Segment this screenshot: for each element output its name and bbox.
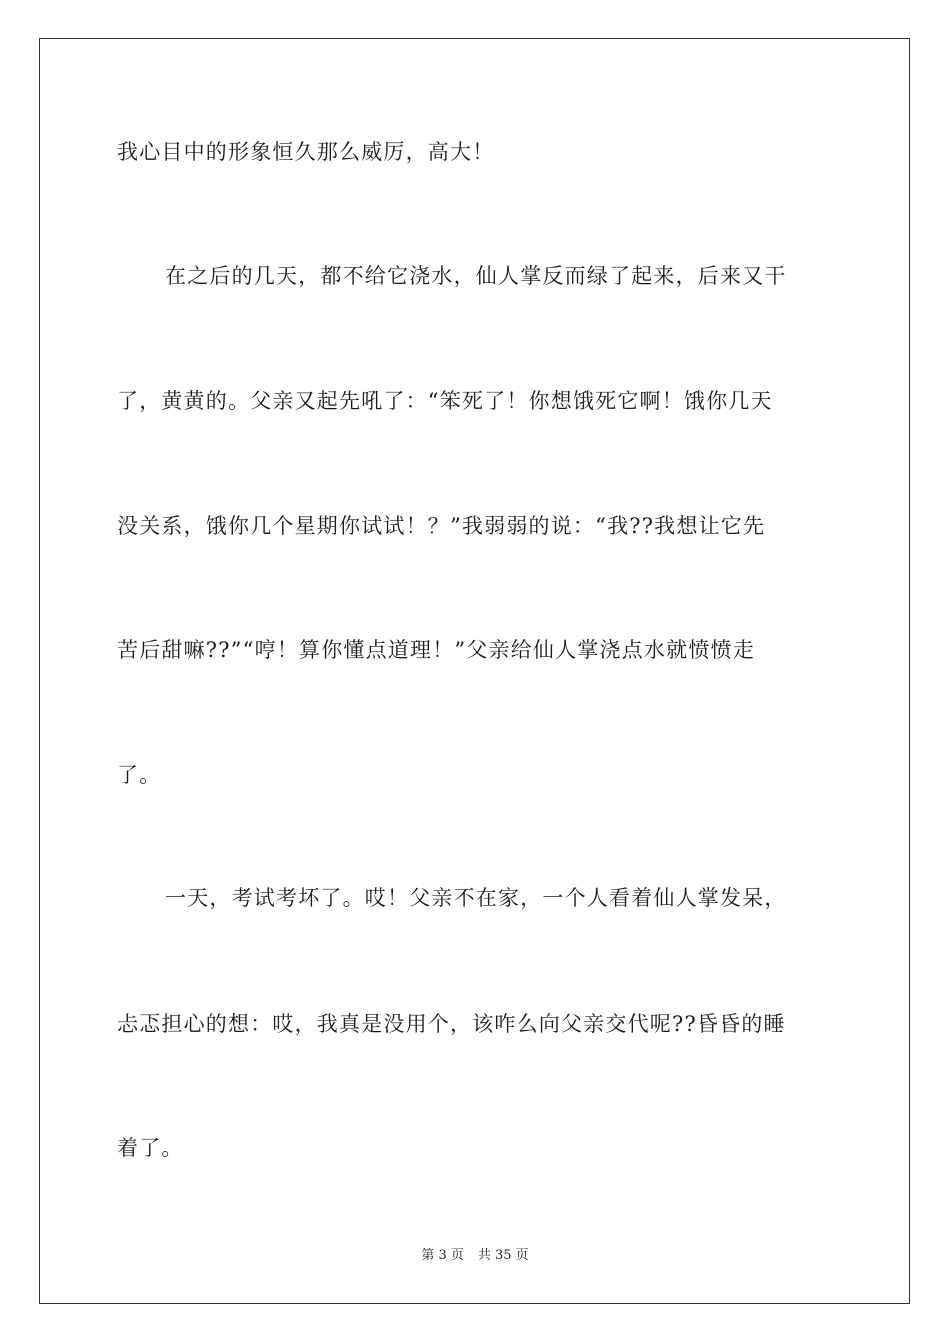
text-line: 了。 xyxy=(117,763,162,787)
page-total: 共 35 页 xyxy=(477,1248,529,1263)
paragraph-start-line: 一天，考试考坏了。哎！父亲不在家，一个人看着仙人掌发呆， xyxy=(165,886,787,910)
text-line: 了，黄黄的。父亲又起先吼了：“笨死了！你想饿死它啊！饿你几天 xyxy=(117,389,773,413)
text-line: 忐忑担心的想：哎，我真是没用个，该咋么向父亲交代呢??昏昏的睡 xyxy=(117,1012,786,1036)
page-border xyxy=(39,38,910,1304)
text-line: 我心目中的形象恒久那么威厉，高大！ xyxy=(117,140,495,164)
text-line: 着了。 xyxy=(117,1136,184,1160)
text-line: 苦后甜嘛??”“哼！算你懂点道理！”父亲给仙人掌浇点水就愤愤走 xyxy=(117,638,755,662)
text-line: 没关系，饿你几个星期你试试！？”我弱弱的说：“我??我想让它先 xyxy=(117,514,766,538)
paragraph-start-line: 在之后的几天，都不给它浇水，仙人掌反而绿了起来，后来又干 xyxy=(165,264,787,288)
page-footer xyxy=(0,1247,950,1265)
page-number: 第 3 页 xyxy=(421,1248,464,1263)
